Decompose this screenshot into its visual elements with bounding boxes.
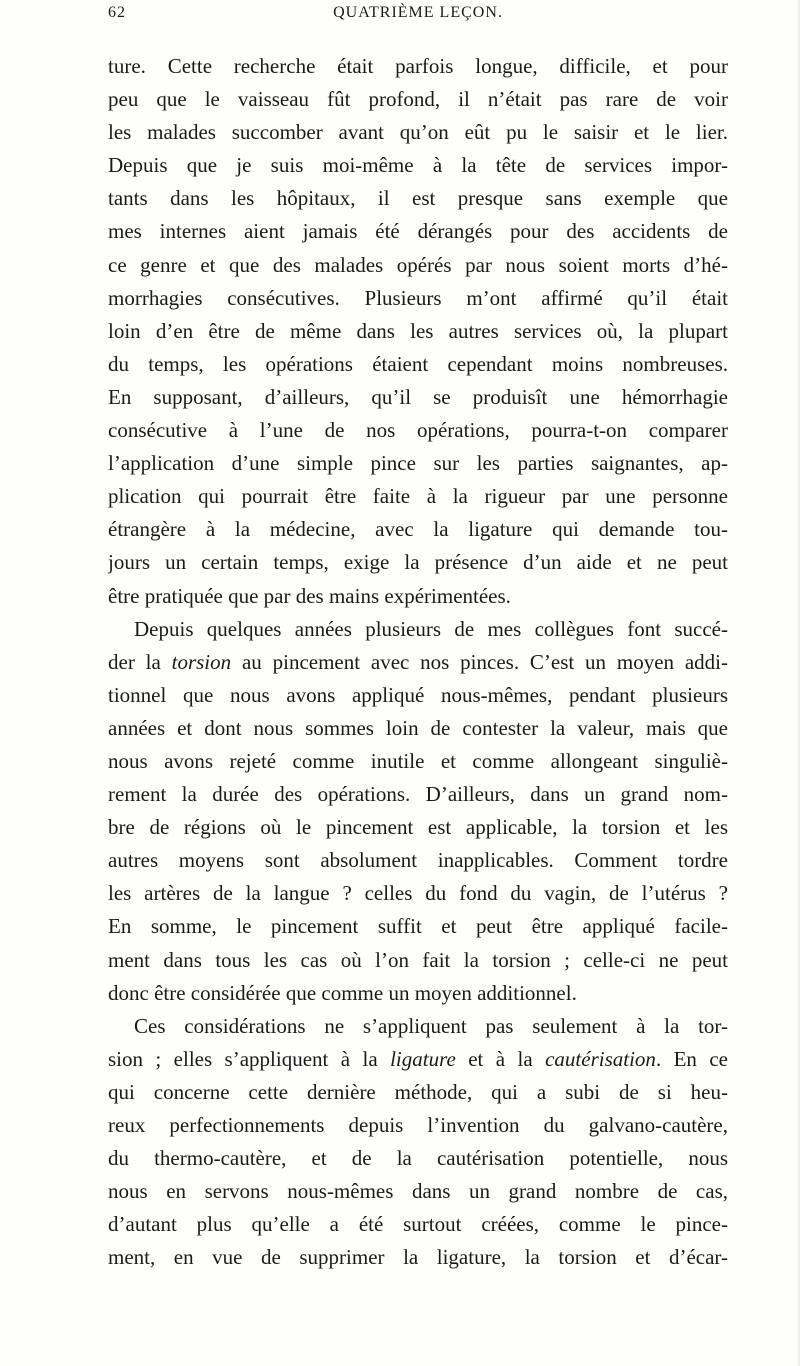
text-line: jours un certain temps, exige la présence d’un aide et ne peut [108,550,728,575]
text-line: plication qui pourrait être faite à la rigueur par une personne [108,484,728,509]
text-line: qui concerne cette dernière méthode, qui a subi de si heu- [108,1079,728,1104]
text-line: ture. Cette recherche était parfois longue, difficile, et pour [108,54,728,78]
text-line: nous avons rejeté comme inutile et comme allongeant singuliè- [108,748,728,773]
body-text [108,50,728,1274]
text-line: reux perfectionnements depuis l’invention du galvano-cautère, [108,1113,728,1137]
italic-term: cautérisation [545,1046,656,1071]
text-line-with-italic: der la torsion au pincement avec nos pinces. C’est un moyen addi- [108,649,728,674]
text-line: les artères de la langue ? celles du fond du vagin, de l’utérus ? [108,881,728,906]
text-line: étrangère à la médecine, avec la ligature qui demande tou- [108,517,728,542]
text-line: ce genre et que des malades opérés par nous soient morts d’hé- [108,252,728,277]
text-line: consécutive à l’une de nos opérations, pourra-t-on comparer [108,418,728,443]
text-line: tionnel que nous avons appliqué nous-mêmes, pendant plusieurs [108,682,728,707]
text-line: rement la durée des opérations. D’ailleurs, dans un grand nom- [108,782,728,807]
text-line: ment, en vue de supprimer la ligature, la torsion et d’écar- [108,1245,728,1270]
text-line: du thermo-cautère, et de la cautérisation potentielle, nous [108,1146,728,1171]
text-line: mes internes aient jamais été dérangés pour des accidents de [108,219,728,244]
text-line: donc être considérée que comme un moyen additionnel. [108,980,577,1005]
text-line: d’autant plus qu’elle a été surtout créées, comme le pince- [108,1212,728,1237]
paragraph-start-line: Ces considérations ne s’appliquent pas seulement à la tor- [134,1013,728,1038]
running-title: QUATRIÈME LEÇON. [333,4,503,21]
text-line: années et dont nous sommes loin de contester la valeur, mais que [108,715,728,740]
text-line: peu que le vaisseau fût profond, il n’était pas rare de voir [108,87,728,112]
text-line: tants dans les hôpitaux, il est presque sans exemple que [108,186,728,211]
running-head [108,4,728,26]
text-line: En supposant, d’ailleurs, qu’il se produisît une hémorrhagie [108,384,728,409]
text-line-with-italic: sion ; elles s’appliquent à la ligature et à la cautérisation. En ce [108,1046,728,1071]
text-line: En somme, le pincement suffit et peut être appliqué facile- [108,914,728,939]
text-line: les malades succomber avant qu’on eût pu le saisir et le lier. [108,120,728,145]
paragraph-start-line: Depuis quelques années plusieurs de mes collègues font succé- [134,616,728,641]
italic-term: torsion [171,649,232,674]
text-line: du temps, les opérations étaient cependant moins nombreuses. [108,351,728,376]
page-number: 62 [108,4,126,21]
text-line: être pratiquée que par des mains expérimentées. [108,583,511,608]
text-line: morrhagies consécutives. Plusieurs m’ont affirmé qu’il était [108,285,728,310]
italic-term: ligature [390,1046,456,1071]
text-line: loin d’en être de même dans les autres services où, la plupart [108,318,728,343]
page-edge-shadow [796,0,800,1366]
text-line: bre de régions où le pincement est applicable, la torsion et les [108,815,728,840]
text-line: l’application d’une simple pince sur les parties saignantes, ap- [108,451,728,476]
text-line: autres moyens sont absolument inapplicables. Comment tordre [108,848,728,873]
text-line: nous en servons nous-mêmes dans un grand nombre de cas, [108,1179,728,1204]
text-line: ment dans tous les cas où l’on fait la torsion ; celle-ci ne peut [108,947,728,972]
text-line: Depuis que je suis moi-même à la tête de services impor- [108,153,728,178]
